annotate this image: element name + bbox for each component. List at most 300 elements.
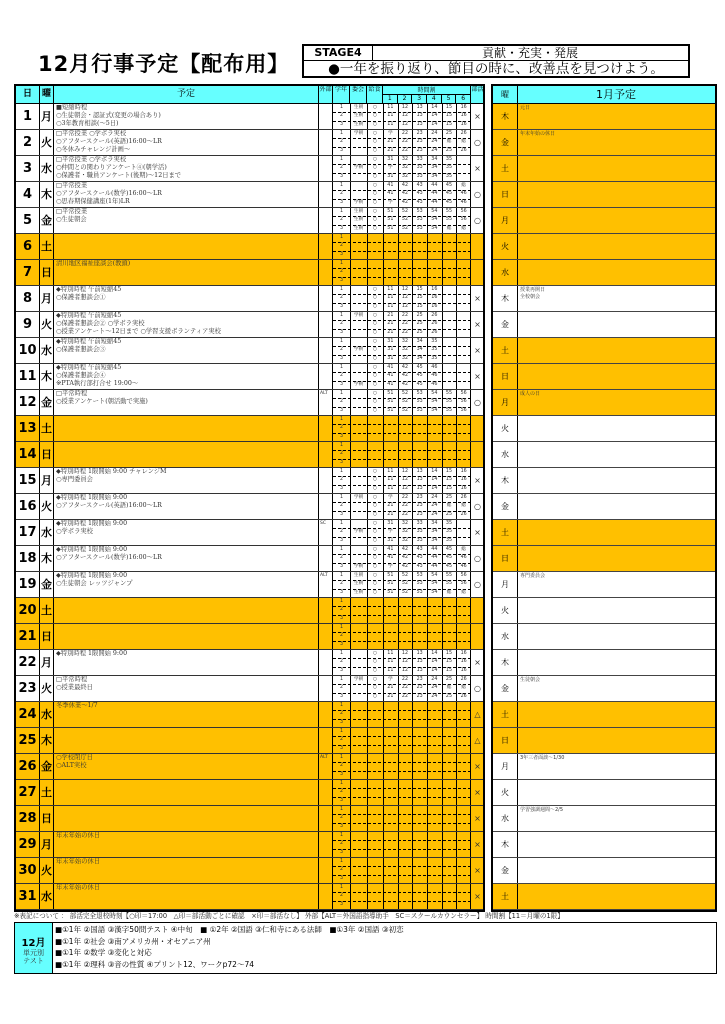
grid-cell: 33 (416, 529, 423, 535)
grade-row (333, 771, 471, 779)
header-period: 2 (398, 95, 413, 103)
grid-cell: 22 (401, 313, 409, 318)
day-row (16, 390, 483, 416)
day-row (16, 598, 483, 624)
grade-row (333, 537, 471, 545)
grid-cell: 1 (339, 469, 344, 474)
day-of-week: 金 (40, 390, 54, 415)
grid-cell: ○ (372, 381, 378, 387)
grid-cell: 12 (401, 113, 409, 119)
grid-cell: 54 (431, 217, 438, 223)
day-row (16, 130, 483, 156)
external-visitor (319, 806, 333, 831)
january-row (493, 312, 715, 338)
grid-cell: 26 (431, 329, 438, 335)
timetable-grid (333, 676, 471, 701)
header-dow: 曜 (40, 86, 54, 103)
january-row (493, 702, 715, 728)
grid-cell (350, 294, 367, 302)
grid-cell: ○ (372, 469, 378, 474)
grid-cell (350, 372, 367, 380)
grid-cell: 54 (431, 407, 438, 413)
grid-cell: ○ (372, 693, 378, 699)
grid-cell: 3 (339, 693, 344, 699)
january-day-of-week: 土 (493, 702, 518, 727)
day-plan (54, 442, 319, 467)
grid-cell: 3 (339, 433, 344, 439)
january-header-dow: 曜 (493, 86, 518, 103)
club-status: × (474, 658, 481, 667)
grid-cell: 34 (431, 521, 438, 526)
unit-test-line: ■①1年 ②数学 ③変化と対応 (55, 948, 152, 957)
grid-cell: 42 (401, 555, 409, 561)
grid-cell: 3 (339, 615, 344, 621)
club-status: ○ (474, 684, 481, 693)
day-of-week: 土 (40, 416, 54, 441)
grid-cell: 生朝 (353, 121, 364, 127)
grid-cell: 14 (431, 651, 438, 656)
grid-cell: 22 (401, 139, 409, 145)
grid-cell: 55 (445, 391, 453, 396)
day-row (16, 156, 483, 182)
grid-cell: 11 (387, 303, 394, 309)
day-row (16, 572, 483, 598)
plan-line: 冬季休業～1/7 (56, 702, 98, 709)
grid-cell: ○ (372, 477, 378, 483)
grid-cell: 1 (339, 833, 344, 838)
grid-cell: 1 (339, 703, 344, 708)
external-visitor (319, 624, 333, 649)
grid-cell (350, 182, 367, 190)
grid-cell: 2 (339, 815, 344, 821)
external-visitor (319, 884, 333, 909)
january-row (493, 754, 715, 780)
grid-cell: 23 (416, 503, 423, 509)
grid-cell: 3 (339, 225, 344, 231)
grid-cell: 1 (339, 183, 344, 188)
grid-cell: 21 (387, 329, 394, 335)
january-day-of-week: 水 (493, 260, 518, 285)
grid-cell: ○ (372, 581, 378, 587)
club-status: × (474, 814, 481, 823)
grid-cell: 32 (401, 157, 409, 162)
day-number: 27 (16, 780, 40, 805)
grid-cell (456, 520, 471, 528)
grid-cell: 42 (401, 183, 409, 188)
grid-cell: 22 (401, 503, 409, 509)
timetable-grid (333, 208, 471, 233)
day-row (16, 754, 483, 780)
grid-cell (350, 147, 367, 155)
day-number: 11 (16, 364, 40, 389)
day-number: 3 (16, 156, 40, 181)
grid-cell: 43 (416, 555, 423, 561)
grid-cell: 44 (431, 191, 438, 197)
january-row (493, 260, 715, 286)
grid-cell: 35 (431, 347, 438, 353)
external-visitor (319, 234, 333, 259)
header-ext: 外部 (319, 86, 333, 103)
day-number: 16 (16, 494, 40, 519)
grid-cell (350, 502, 367, 510)
grid-cell: 16 (460, 121, 467, 127)
club-status: ○ (474, 216, 481, 225)
grid-cell: 3 (339, 641, 344, 647)
day-number: 12 (16, 390, 40, 415)
grid-cell: 34 (431, 157, 438, 162)
grid-cell: 51 (387, 391, 394, 396)
grid-cell (456, 355, 471, 363)
grade-row (333, 797, 471, 805)
january-day-of-week: 金 (493, 312, 518, 337)
grade-row (333, 381, 471, 389)
grid-cell: 1 (339, 365, 344, 370)
day-of-week: 火 (40, 130, 54, 155)
grid-cell: 総 (446, 685, 452, 691)
grid-cell: 2 (339, 529, 344, 535)
january-row (493, 806, 715, 832)
day-number: 25 (16, 728, 40, 753)
january-row (493, 104, 715, 130)
grid-cell: 33 (416, 173, 423, 179)
grid-cell: 42 (401, 199, 409, 205)
club-status: ○ (474, 554, 481, 563)
january-day-of-week: 土 (493, 520, 518, 545)
grade-row (333, 303, 471, 311)
grid-cell: 3 (339, 849, 344, 855)
january-day-of-week: 火 (493, 234, 518, 259)
grid-cell: 46 (460, 555, 467, 561)
grid-cell: 2 (339, 425, 344, 431)
grid-cell: 1 (339, 261, 344, 266)
grid-cell: 41 (387, 365, 394, 370)
timetable-grid (333, 520, 471, 545)
grid-cell: 26 (460, 677, 467, 682)
grade-row (333, 589, 471, 597)
club-status: △ (474, 710, 481, 719)
plan-line: ○アフタースクール(英語)16:00～LR (56, 502, 162, 509)
grade-row (333, 693, 471, 701)
january-day-of-week: 日 (493, 364, 518, 389)
grid-cell: 16 (460, 485, 467, 491)
grid-cell: 学 (387, 677, 393, 682)
grid-cell: 11 (387, 295, 394, 301)
grid-cell: 16 (460, 105, 467, 110)
grid-cell: 24 (431, 693, 438, 699)
grid-cell: 54 (431, 209, 438, 214)
day-of-week: 月 (40, 286, 54, 311)
grid-cell: 45 (445, 547, 453, 552)
grid-cell: 2 (339, 607, 344, 613)
grid-cell: 21 (387, 685, 394, 691)
grid-cell (350, 329, 367, 337)
timetable-grid (333, 806, 471, 831)
grid-cell: 生朝 (353, 225, 364, 231)
plan-line: ○保護者懇談会③ (56, 346, 106, 353)
grid-cell: 25 (445, 677, 453, 682)
grid-cell: 学朝 (353, 495, 364, 500)
timetable-grid (333, 884, 471, 909)
grid-cell: 1 (339, 755, 344, 760)
plan-line: 年末年始の休日 (56, 858, 101, 865)
january-row (493, 468, 715, 494)
day-number: 13 (16, 416, 40, 441)
plan-line: ○思春期保健講座(1年)LR (56, 198, 130, 205)
grid-cell: 14 (431, 113, 438, 119)
grid-cell: ○ (372, 157, 378, 162)
unit-test-line: ■①1年 ②理科 ③音の性質 ④プリント12、ワークp72～74 (55, 959, 254, 969)
grid-cell (456, 312, 471, 320)
grid-cell: 12 (401, 667, 409, 673)
grid-cell: 52 (401, 407, 409, 413)
header-period: 3 (412, 95, 427, 103)
grid-cell: 2 (339, 555, 344, 561)
grid-cell: 生朝 (353, 217, 364, 223)
grid-cell: 1 (339, 157, 344, 162)
day-plan (54, 806, 319, 831)
grid-cell: 35 (445, 173, 453, 179)
grid-cell: 25 (445, 511, 453, 517)
grid-cell (456, 320, 471, 328)
grid-cell (350, 476, 367, 484)
grid-cell: 26 (460, 131, 467, 136)
grid-cell (350, 156, 367, 164)
club-status: × (474, 866, 481, 875)
january-day-of-week: 木 (493, 468, 518, 493)
plan-line: ○仲間との関わりアンケート④(朝学活) (56, 164, 167, 171)
grid-cell: 11 (387, 667, 394, 673)
day-row (16, 546, 483, 572)
day-row (16, 650, 483, 676)
grid-cell: 33 (416, 521, 423, 526)
grid-cell: ○ (372, 529, 378, 535)
grid-cell: 13 (416, 121, 423, 127)
grid-cell: 21 (387, 313, 394, 318)
plan-line: ○学校閉庁日 (56, 754, 93, 761)
grid-cell: 51 (387, 573, 394, 578)
grid-cell: 1 (339, 521, 344, 526)
day-plan (54, 364, 319, 389)
day-plan (54, 390, 319, 415)
plan-line: ◆特別時程 午前短縮45 (56, 312, 122, 319)
grid-cell: 12 (401, 485, 409, 491)
grid-cell: 3 (339, 199, 344, 205)
timetable-grid (333, 650, 471, 675)
grid-cell: ○ (372, 347, 378, 353)
grid-cell: ○ (372, 589, 378, 595)
grid-cell (456, 381, 471, 389)
plan-line: □平常時程 (56, 676, 88, 683)
grid-cell (350, 338, 367, 346)
unit-test-line: ■①1年 ②国語 ③漢字50問テスト ④中旬 ■ ①2年 ②国語 ③仁和寺にある法師 ■①3年 ②国語 ③初恋 (55, 925, 404, 934)
grid-cell: 34 (416, 355, 423, 361)
club-status: ○ (474, 398, 481, 407)
grid-cell: ○ (372, 399, 378, 405)
grid-cell: 45 (416, 373, 423, 379)
january-row (493, 494, 715, 520)
grid-cell: 3 (339, 667, 344, 673)
grid-cell: ○ (372, 329, 378, 335)
grid-cell: 生朝 (353, 589, 364, 595)
grid-cell: 3 (339, 563, 344, 569)
grid-cell: 16 (460, 659, 467, 665)
grid-cell (456, 329, 471, 337)
grid-cell: 44 (431, 563, 438, 569)
grid-cell: 16 (460, 113, 467, 119)
grid-cell: 15 (416, 295, 423, 301)
grid-cell: 11 (387, 121, 394, 127)
day-of-week: 土 (40, 780, 54, 805)
grid-cell: 44 (431, 199, 438, 205)
day-plan (54, 182, 319, 207)
january-schedule-table (491, 84, 717, 912)
january-day-of-week: 日 (493, 728, 518, 753)
timetable-grid (333, 702, 471, 727)
grid-cell (350, 667, 367, 675)
january-row (493, 208, 715, 234)
grid-cell: 21 (387, 139, 394, 145)
grade-row (333, 147, 471, 155)
january-day-of-week: 金 (493, 494, 518, 519)
grid-cell: 2 (339, 685, 344, 691)
grade-row (333, 459, 471, 467)
grid-cell: 1 (339, 885, 344, 890)
grid-cell (456, 303, 471, 311)
grid-cell: 総 (446, 139, 452, 145)
stage-box (302, 44, 690, 78)
day-number: 18 (16, 546, 40, 571)
grid-cell: 2 (339, 659, 344, 665)
day-plan (54, 208, 319, 233)
grid-cell: 1 (339, 339, 344, 344)
grid-cell: ○ (372, 165, 378, 171)
january-row (493, 884, 715, 910)
grid-cell: 23 (416, 147, 423, 153)
club-status: × (474, 164, 481, 173)
day-plan (54, 546, 319, 571)
grid-cell: 2 (339, 503, 344, 509)
day-number: 23 (16, 676, 40, 701)
grid-cell (350, 355, 367, 363)
grid-cell: 24 (431, 139, 438, 145)
unit-tests-box (14, 922, 717, 974)
plan-line: □平常時程 (56, 390, 88, 397)
day-row (16, 806, 483, 832)
grid-cell: 1 (339, 807, 344, 812)
grid-cell: 15 (445, 121, 453, 127)
grid-cell: 2 (339, 165, 344, 171)
january-row (493, 728, 715, 754)
grid-cell (350, 190, 367, 198)
grid-cell: 3 (339, 329, 344, 335)
grid-cell: 22 (401, 693, 409, 699)
grid-cell: 1 (339, 235, 344, 240)
grid-cell: 55 (445, 581, 453, 587)
grid-cell: 32 (401, 347, 409, 353)
external-visitor (319, 416, 333, 441)
grid-cell: 26 (431, 313, 438, 318)
grid-cell: 2 (339, 321, 344, 327)
january-day-of-week: 土 (493, 156, 518, 181)
grid-cell: ○ (372, 667, 378, 673)
grid-cell: 1 (339, 573, 344, 578)
plan-line: ○授業アンケート～12日まで ○学習支援ボランティア実校 (56, 328, 221, 335)
plan-line: ○学ボラ実校 (56, 528, 93, 535)
timetable-grid (333, 130, 471, 155)
grid-cell (456, 286, 471, 294)
grid-cell: 16 (460, 667, 467, 673)
grid-cell: 学 (387, 495, 393, 500)
day-row (16, 780, 483, 806)
grid-cell (350, 693, 367, 701)
grid-cell (350, 511, 367, 519)
grid-cell: 2 (339, 737, 344, 743)
grid-cell: 54 (431, 391, 438, 396)
grid-cell: 14 (431, 469, 438, 474)
grid-cell: 3 (339, 797, 344, 803)
grid-cell: 33 (416, 165, 423, 171)
plan-line: ○授業アンケート(朝活動で実施) (56, 398, 148, 405)
external-visitor (319, 702, 333, 727)
day-plan (54, 598, 319, 623)
grid-cell: ○ (372, 313, 378, 318)
grid-cell: 23 (416, 693, 423, 699)
timetable-grid (333, 442, 471, 467)
grid-cell: 12 (401, 659, 409, 665)
external-visitor (319, 364, 333, 389)
grid-cell: 1 (339, 209, 344, 214)
january-row (493, 364, 715, 390)
grid-cell: 15 (416, 287, 423, 292)
grid-cell: 総 (461, 589, 467, 595)
plan-line: ○授業最終日 (56, 684, 93, 691)
grid-cell: 1 (339, 443, 344, 448)
grid-cell: 1 (339, 131, 344, 136)
grid-cell: ○ (372, 563, 378, 569)
grid-cell: 53 (416, 225, 423, 231)
january-day-of-week: 火 (493, 598, 518, 623)
plan-line: ■短縮時程 (56, 104, 88, 111)
grid-cell: 25 (416, 313, 423, 318)
grid-cell: 32 (401, 173, 409, 179)
day-plan (54, 468, 319, 493)
stage-motto: 貢献・充実・発展 (372, 46, 688, 61)
day-of-week: 金 (40, 754, 54, 779)
day-row (16, 234, 483, 260)
grid-cell (350, 520, 367, 528)
grid-cell (442, 381, 457, 389)
grid-cell: 15 (445, 477, 453, 483)
grid-cell: 56 (460, 217, 467, 223)
grid-cell: 51 (387, 217, 394, 223)
grid-cell: 22 (401, 147, 409, 153)
grid-cell: 2 (339, 763, 344, 769)
day-plan (54, 650, 319, 675)
january-row (493, 572, 715, 598)
day-of-week: 日 (40, 442, 54, 467)
grid-cell (350, 286, 367, 294)
grade-row (333, 199, 471, 207)
grid-cell: 2 (339, 347, 344, 353)
grid-cell: 12 (401, 651, 409, 656)
grid-cell (456, 294, 471, 302)
grid-cell: ○ (372, 139, 378, 145)
grid-cell: 3 (339, 719, 344, 725)
external-visitor: ALT (319, 754, 333, 779)
grid-cell (456, 372, 471, 380)
grid-cell (442, 338, 457, 346)
grid-cell: 25 (416, 321, 423, 327)
